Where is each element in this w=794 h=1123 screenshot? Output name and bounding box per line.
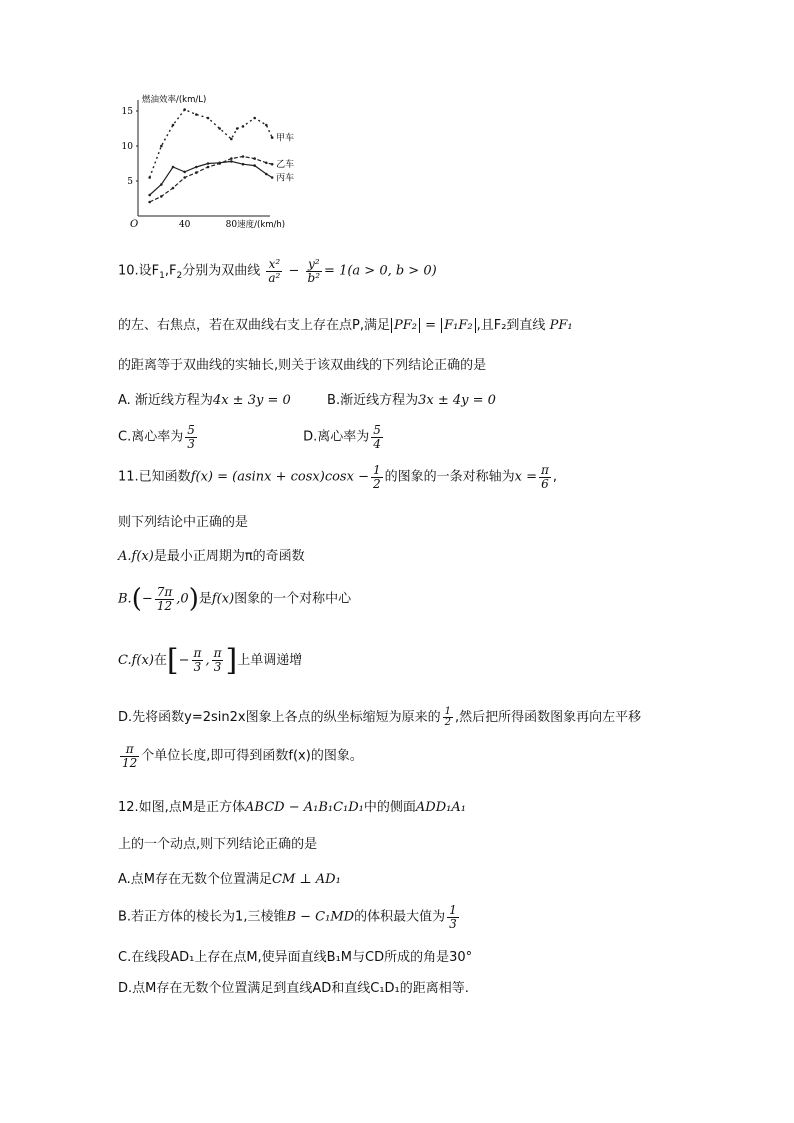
q10-line3: 的距离等于双曲线的实轴长,则关于该双曲线的下列结论正确的是 (118, 358, 487, 373)
q11-option-c-text: 上单调递增 (237, 653, 303, 668)
q10-option-a-math: 4x ± 3y = 0 (212, 393, 291, 408)
q11-option-a-text: 是最小正周期为π的奇函数 (153, 549, 305, 564)
q11-option-b-prefix: B. (118, 591, 132, 607)
data-point (160, 183, 163, 186)
data-point (242, 125, 245, 128)
data-point (160, 145, 163, 148)
q10-option-b-math: 3x ± 4y = 0 (418, 393, 496, 408)
q12-option-a (118, 868, 341, 887)
q11-option-d-text3: 个单位长度,即可得到函数f(x)的图象。 (141, 748, 363, 764)
data-point (183, 176, 186, 179)
q11-option-d-text2: ,然后把所得函数图象再向左平移 (454, 710, 642, 725)
q11-option-b-minus: − (141, 591, 153, 607)
q11-option-b-zero: ,0 (176, 591, 189, 607)
q11-tail: , (552, 469, 558, 485)
q12-option-d: D.点M存在无数个位置满足到直线AD和直线C₁D₁的距离相等. (118, 981, 469, 996)
data-point (271, 136, 274, 139)
q11-option-d-line1 (118, 706, 641, 729)
data-point (271, 176, 274, 179)
data-point (207, 162, 210, 165)
q11-line2: 则下列结论中正确的是 (118, 515, 249, 530)
series-line-1 (150, 110, 273, 178)
data-point (253, 164, 256, 167)
series-label: 甲车 (276, 133, 295, 144)
q11-option-c-frac1: $\frac{\pi}{3}$ (193, 646, 202, 674)
data-point (242, 155, 245, 158)
q11-option-b: B.(− $\frac{7\pi}{12}$ ,0)是f(x)图象的一个对称中心 (118, 584, 352, 614)
data-point (218, 127, 221, 130)
q12-option-a-text: A.点M存在无数个位置满足 (118, 872, 273, 887)
chart-labels (142, 94, 294, 230)
q11-option-c-frac2: $\frac{\pi}{3}$ (213, 646, 222, 674)
q10-frac-x: $\frac{\text{x²}}{\text{a²}}$ (268, 257, 281, 285)
q10-options-ab (118, 389, 496, 408)
q10-mid: 分别为双曲线 (182, 263, 261, 279)
q12-option-b-math: B − C₁MD (286, 909, 355, 925)
data-point (172, 166, 175, 169)
q11-option-d-line2 (118, 743, 363, 769)
data-point (242, 163, 245, 166)
q11-axis-frac: $\frac{\pi}{6}$ (540, 463, 549, 491)
q11-half: $\frac{1}{2}$ (372, 463, 381, 491)
q11-function: f(x) = (asinx + cosx)cosx − (190, 469, 369, 485)
q10-line2 (118, 314, 573, 333)
q10-option-d: D.离心率为 (303, 429, 370, 445)
q11-option-d-frac: $\frac{1}{2}$ (444, 705, 451, 728)
q12-option-b-text2: 的体积最大值为 (354, 909, 446, 925)
chart-series (148, 108, 273, 203)
q10-line-pf1: PF₁ (549, 318, 573, 333)
q10-option-a: A. 渐近线方程为 (118, 393, 213, 408)
series-label: 乙车 (276, 160, 295, 171)
q12-option-b-frac: $\frac{1}{3}$ (449, 903, 457, 931)
q11-option-c-in: 在 (153, 653, 167, 668)
q10-option-c: C.离心率为 (118, 429, 184, 445)
q12-cube: ABCD − A₁B₁C₁D₁ (245, 800, 364, 815)
q11-option-b-text2: 图象的一个对称中心 (234, 591, 352, 607)
data-point (195, 166, 198, 169)
data-point (236, 127, 239, 130)
q12-line2: 上的一个动点,则下列结论正确的是 (118, 837, 318, 852)
data-point (172, 187, 175, 190)
x-axis-label: 速度/(km/h) (237, 220, 286, 230)
q11-axis-lhs: x = (514, 469, 537, 485)
y-tick-label: 5 (127, 177, 133, 187)
fuel-efficiency-chart (112, 92, 295, 242)
q11-option-c: C.f(x)在[− $\frac{\pi}{3}$ , $\frac{\pi}{3}$ ]上单调递增 (118, 643, 303, 678)
q10-sub1: 1 (159, 271, 165, 282)
q10-sub2: 2 (176, 271, 183, 282)
q11-option-c-math: C.f(x) (118, 653, 154, 668)
q11-option-c-comma: , (205, 653, 210, 668)
q12-mid: 中的侧面 (363, 800, 416, 815)
y-tick-label: 10 (121, 142, 133, 152)
y-tick-label: 15 (121, 107, 133, 117)
q11-mid: 的图象的一条对称轴为 (384, 469, 515, 485)
data-point (253, 157, 256, 160)
data-point (148, 194, 151, 197)
data-point (218, 162, 221, 165)
q10-option-c-frac: $\frac{5}{3}$ (187, 423, 195, 451)
x-tick-label: 40 (178, 220, 191, 230)
q12-prefix: 12.如图,点M是正方体 (118, 800, 246, 815)
q10-minus: − (284, 263, 304, 279)
data-point (183, 108, 186, 111)
q11-option-b-func: f(x) (211, 591, 235, 607)
q12-line1 (118, 796, 466, 815)
q10-option-d-frac: $\frac{5}{4}$ (373, 423, 381, 451)
data-point (265, 173, 268, 176)
data-point (183, 171, 186, 174)
q11-option-b-frac: $\frac{7\pi}{12}$ (156, 584, 173, 613)
data-point (271, 163, 274, 166)
series-label: 丙车 (276, 173, 295, 184)
q10-options-cd (118, 424, 385, 450)
data-point (195, 113, 198, 116)
q11-option-a (118, 545, 305, 564)
data-point (148, 201, 151, 204)
q10-eq: = (420, 318, 441, 333)
data-point (265, 124, 268, 127)
q10-line2-prefix: 的左、右焦点，若在双曲线右支上存在点P,满足 (118, 318, 390, 333)
data-point (195, 171, 198, 174)
q10-line2-tail: ,且F₂到直线 (476, 318, 546, 333)
q11-option-a-math: A.f(x) (118, 549, 154, 564)
q11-option-c-minus: − (178, 653, 190, 668)
q10-prefix: 10.设F (118, 263, 160, 279)
data-point (148, 176, 151, 179)
q11-option-b-text1: 是 (198, 591, 212, 607)
q11-line1 (118, 464, 557, 490)
q12-option-b (118, 904, 461, 930)
q12-option-a-math: CM ⊥ AD₁ (272, 872, 341, 887)
data-point (230, 157, 233, 160)
data-point (172, 124, 175, 127)
data-point (207, 117, 210, 120)
data-point (265, 162, 268, 165)
q11-option-d-frac2: $\frac{\pi}{12}$ (122, 742, 138, 770)
y-axis-label: 燃油效率/(km/L) (142, 95, 207, 105)
q12-face: ADD₁A₁ (415, 800, 466, 815)
q10-option-b: B.渐近线方程为 (327, 393, 419, 408)
data-point (207, 166, 210, 169)
origin-label: O (130, 219, 139, 230)
q11-prefix: 11.已知函数 (118, 469, 191, 485)
q10-frac-y: $\frac{\text{y²}}{\text{b²}}$ (307, 257, 321, 285)
q12-option-b-text: B.若正方体的棱长为1,三棱锥 (118, 909, 287, 925)
q11-option-d-text1: D.先将函数y=2sin2x图象上各点的纵坐标缩短为原来的 (118, 710, 441, 725)
q10-abs-f1f2: F₁F₂ (441, 318, 475, 333)
chart-ticks (122, 107, 238, 230)
data-point (160, 195, 163, 198)
q12-option-c: C.在线段AD₁上存在点M,使异面直线B₁M与CD所成的角是30° (118, 950, 473, 965)
q10-equation-tail: = 1(a > 0, b > 0) (324, 263, 437, 279)
x-tick-label: 80 (225, 220, 238, 230)
data-point (230, 160, 233, 163)
data-point (253, 117, 256, 120)
q10-comma: ,F (164, 263, 177, 279)
q10-abs-pf2: PF₂ (391, 318, 420, 333)
q10-line1 (118, 258, 437, 284)
data-point (230, 138, 233, 141)
